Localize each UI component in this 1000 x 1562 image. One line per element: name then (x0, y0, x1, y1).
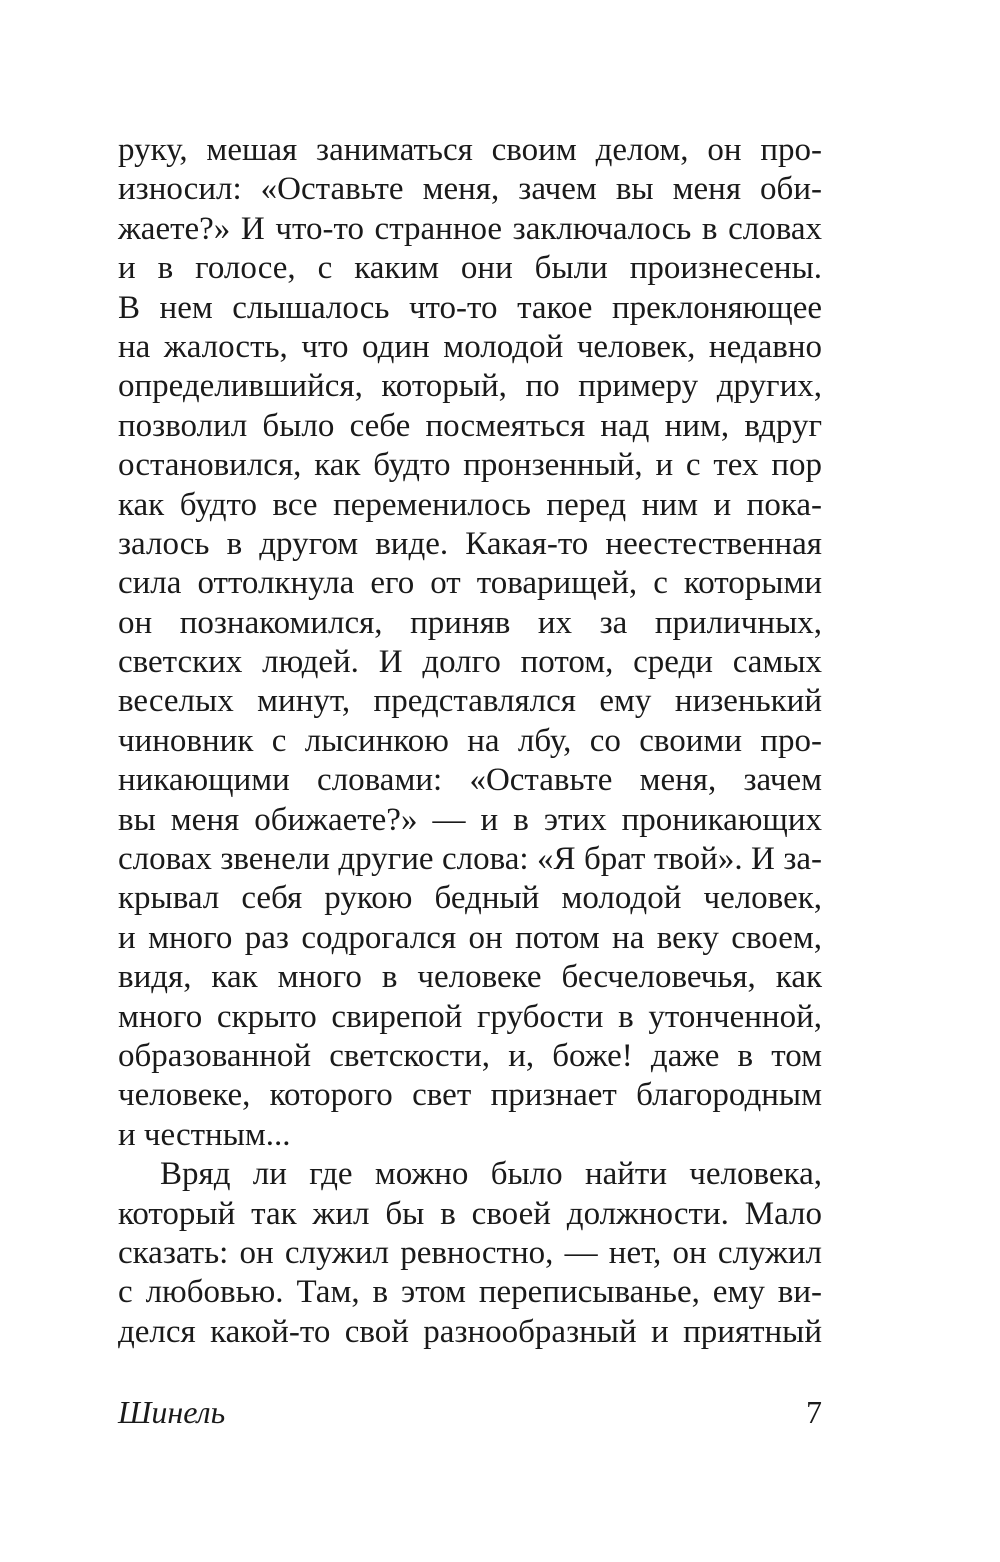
text-line: В нем слышалось что-то такое преклоняющее (118, 289, 822, 326)
text-line: сила оттолкнула его от товарищей, с которыми (118, 565, 822, 602)
text-line: позволил было себе посмеяться над ним, вдруг (118, 407, 822, 444)
page-number: 7 (806, 1394, 822, 1430)
text-line: остановился, как будто пронзенный, и с тех пор (118, 447, 822, 484)
text-line: на жалость, что один молодой человек, недавно (118, 328, 822, 365)
text-line: залось в другом виде. Какая-то неестественная (118, 525, 822, 562)
text-line: видя, как много в человеке бесчеловечья, как (118, 959, 822, 996)
text-line: он познакомился, приняв их за приличных, (118, 604, 822, 641)
text-line: светских людей. И долго потом, среди самых (118, 644, 822, 681)
text-line: вы меня обижаете?» — и в этих проникающих (118, 801, 822, 838)
text-line: словах звенели другие слова: «Я брат твой». И за- (118, 841, 822, 878)
text-line: который так жил бы в своей должности. Мало (118, 1195, 822, 1232)
paragraph-first-line: Вряд ли где можно было найти человека, (160, 1156, 822, 1193)
text-line: много скрыто свирепой грубости в утонченной, (118, 998, 822, 1035)
text-line: веселых минут, представлялся ему низенький (118, 683, 822, 720)
text-line: и много раз содрогался он потом на веку своем, (118, 919, 822, 956)
text-line: и честным... (118, 1116, 291, 1153)
text-line: жаете?» И что-то странное заключалось в словах (118, 210, 822, 247)
text-line: делся какой-то свой разнообразный и приятный (118, 1313, 822, 1350)
text-line: человеке, которого свет признает благородным (118, 1077, 822, 1114)
text-line: никающими словами: «Оставьте меня, зачем (118, 762, 822, 799)
text-line: износил: «Оставьте меня, зачем вы меня оби- (118, 171, 822, 208)
running-title: Шинель (118, 1394, 226, 1430)
text-line: руку, мешая заниматься своим делом, он про- (118, 132, 822, 168)
text-line: крывал себя рукою бедный молодой человек, (118, 880, 822, 917)
text-line: чиновник с лысинкою на лбу, со своими про- (118, 722, 822, 759)
text-line: определившийся, который, по примеру других, (118, 368, 822, 405)
text-line: как будто все переменилось перед ним и пока- (118, 486, 822, 523)
text-line: и в голосе, с каким они были произнесены. (118, 250, 822, 287)
body-text (118, 131, 822, 1352)
text-line: с любовью. Там, в этом переписыванье, ему ви- (118, 1274, 822, 1311)
text-line: образованной светскости, и, боже! даже в том (118, 1037, 822, 1074)
text-line: сказать: он служил ревностно, — нет, он служил (118, 1234, 822, 1271)
